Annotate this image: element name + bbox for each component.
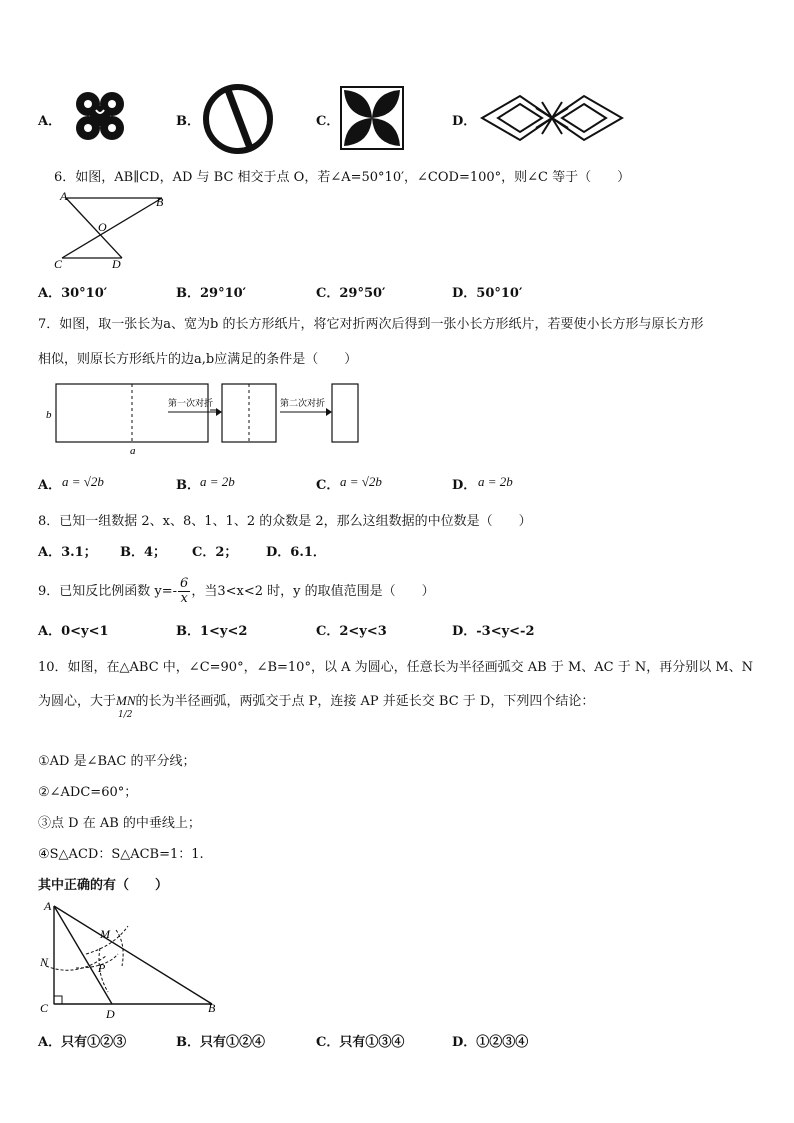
q10-label-m: M xyxy=(100,927,110,941)
q10-stem-line2-post: 的长为半径画弧，两弧交于点 P，连接 AP 并延长交 BC 于 D，下列四个结论： xyxy=(135,694,595,709)
q8-option-d: D．6.1． xyxy=(266,545,326,560)
q10-statement-1: ①AD 是∠BAC 的平分线； xyxy=(38,754,196,769)
q10-label-c: C xyxy=(40,1001,49,1015)
q10-statement-4: ④S△ACD：S△ACB=1：1. xyxy=(38,847,204,862)
q7-label-a: a xyxy=(130,445,136,457)
q7-arrow1-label: 第一次对折 xyxy=(168,398,214,408)
q9-frac-num: 6 xyxy=(180,576,189,591)
q5-option-b-label: B． xyxy=(176,114,200,129)
q7-option-d-expr: a = 2b xyxy=(478,474,513,489)
q6-label-a: A xyxy=(60,189,68,203)
q10-option-a: A．只有①②③ xyxy=(38,1035,127,1050)
q9-stem-post: ，当3<x<2 时，y 的取值范围是（ ） xyxy=(191,584,435,599)
q6-option-a: A．30°10′ xyxy=(38,286,108,301)
q7-stem-line1: 7．如图，取一张长为a、宽为b 的长方形纸片，将它对折两次后得到一张小长方形纸片，若要使小长方形与原长方形 xyxy=(38,317,704,332)
q8-option-c: C．2； xyxy=(192,545,238,560)
q7-folding-figure xyxy=(44,378,364,460)
q6-label-c: C xyxy=(54,257,63,271)
q6-label-b: B xyxy=(156,195,164,209)
q9-option-c: C．2<y<3 xyxy=(316,624,387,639)
q6-label-d: D xyxy=(112,257,121,271)
q10-label-b: B xyxy=(208,1001,216,1015)
q10-stem-line2-pre: 为圆心，大于 xyxy=(38,694,117,709)
q10-stem-line1: 10．如图，在△ABC 中，∠C=90°，∠B=10°，以 A 为圆心，任意长为半径画弧交 AB 于 M、AC 于 N，再分别以 M、N xyxy=(38,660,754,675)
q10-stem-mn: MN xyxy=(116,693,136,708)
q8-stem: 8．已知一组数据 2、x、8、1、1、2 的众数是 2，那么这组数据的中位数是（ ） xyxy=(38,514,532,529)
q10-label-n: N xyxy=(40,955,49,969)
q9-stem xyxy=(38,577,435,606)
q7-option-d-label: D． xyxy=(452,478,477,493)
q6-option-b: B．29°10′ xyxy=(176,286,247,301)
q10-statement-2: ②∠ADC=60°； xyxy=(38,785,138,800)
q10-label-d: D xyxy=(106,1007,115,1020)
q5-figure-c-petal-icon xyxy=(340,86,404,150)
q6-label-o: O xyxy=(98,220,107,234)
q5-option-a-label: A． xyxy=(38,114,62,129)
q7-option-a-expr: a = √2b xyxy=(62,474,104,489)
q7-option-a-label: A． xyxy=(38,478,62,493)
q6-stem: 6．如图，AB∥CD，AD 与 BC 相交于点 O，若∠A=50°10′，∠COD=100°，则∠C 等于（ ） xyxy=(54,170,631,185)
q6-figure xyxy=(50,186,180,272)
q7-option-c-label: C． xyxy=(316,478,340,493)
q7-arrow2-label: 第二次对折 xyxy=(280,398,326,408)
q8-option-a: A．3.1； xyxy=(38,545,97,560)
q9-stem-pre: 9．已知反比例函数 y=- xyxy=(38,584,178,599)
q10-half: 1/2 xyxy=(118,710,133,720)
q5-figure-a-knot-icon xyxy=(66,88,136,144)
q9-option-a: A．0<y<1 xyxy=(38,624,109,639)
q10-option-d: D．①②③④ xyxy=(452,1035,529,1050)
q6-option-d: D．50°10′ xyxy=(452,286,523,301)
q5-figure-b-prohibit-icon xyxy=(200,82,276,156)
q9-option-d: D．-3<y<-2 xyxy=(452,624,535,639)
q7-label-b: b xyxy=(46,409,52,421)
q7-option-c-expr: a = √2b xyxy=(340,474,382,489)
q7-option-b-label: B． xyxy=(176,478,200,493)
q10-stem-line2 xyxy=(38,690,594,709)
q10-option-c: C．只有①③④ xyxy=(316,1035,405,1050)
q7-option-b-expr: a = 2b xyxy=(200,474,235,489)
q5-option-d-label: D． xyxy=(452,114,477,129)
q5-figure-d-chinese-knot-icon xyxy=(480,92,624,144)
q10-label-a: A xyxy=(44,899,52,913)
q10-option-b: B．只有①②④ xyxy=(176,1035,265,1050)
q6-option-c: C．29°50′ xyxy=(316,286,386,301)
q10-statement-3: ③点 D 在 AB 的中垂线上； xyxy=(38,816,201,831)
q9-fraction xyxy=(178,577,190,606)
q10-triangle-figure xyxy=(36,896,220,1020)
q5-option-c-label: C． xyxy=(316,114,340,129)
q8-option-b: B．4； xyxy=(120,545,167,560)
q10-question: 其中正确的有（ ） xyxy=(38,878,169,893)
q7-stem-line2: 相似，则原长方形纸片的边a,b应满足的条件是（ ） xyxy=(38,352,358,367)
q10-label-p: P xyxy=(98,961,106,975)
q9-option-b: B．1<y<2 xyxy=(176,624,248,639)
q9-frac-den: x xyxy=(180,591,188,606)
